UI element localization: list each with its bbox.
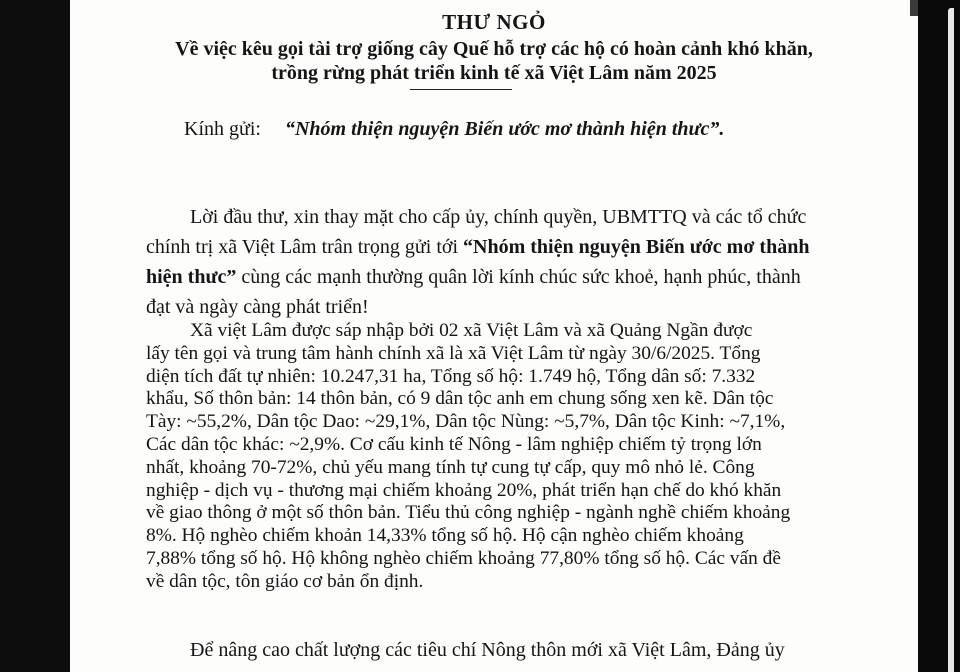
scrollbar[interactable] [948,8,954,672]
paragraph-line: Để nâng cao chất lượng các tiêu chí Nông thôn mới xã Việt Lâm, Đảng ủy [190,639,785,661]
subtitle-underline [410,89,512,90]
salutation-label: Kính gửi: [184,118,261,140]
paragraph-line: đạt và ngày càng phát triển! [146,296,369,318]
letter-title: THƯ NGỎ [442,10,546,34]
letter-page [70,0,918,672]
paragraph-line [146,232,809,262]
paragraph-line: Lời đầu thư, xin thay mặt cho cấp ủy, chính quyền, UBMTTQ và các tổ chức [190,206,807,228]
paragraph-line: khẩu, Số thôn bản: 14 thôn bản, có 9 dân tộc anh em chung sống xen kẽ. Dân tộc [146,388,774,410]
letter-subtitle-line2: trồng rừng phát triển kinh tế xã Việt Lâm năm 2025 [271,62,717,84]
salutation-recipient: “Nhóm thiện nguyện Biến ước mơ thành hiện thưc”. [284,118,725,140]
paragraph-new-rural [146,636,785,664]
paragraph-line: 7,88% tổng số hộ. Hộ không nghèo chiếm khoảng 77,80% tổng số hộ. Các vấn đề [146,547,781,569]
paragraph-line: Các dân tộc khác: ~2,9%. Cơ cấu kinh tế Nông - lâm nghiệp chiếm tỷ trọng lớn [146,433,762,455]
salutation [184,118,724,141]
paragraph-commune-overview [146,320,790,594]
paragraph-line: nghiệp - dịch vụ - thương mại chiếm khoảng 20%, phát triển hạn chế do khó khăn [146,479,782,501]
paragraph-line: về giao thông ở một số thôn bản. Tiểu thủ công nghiệp - ngành nghề chiếm khoảng [146,502,791,524]
letter-subtitle-line1: Về việc kêu gọi tài trợ giống cây Quế hỗ trợ các hộ có hoàn cảnh khó khăn, [175,38,813,60]
paragraph-line: Tày: ~55,2%, Dân tộc Dao: ~29,1%, Dân tộc Nùng: ~5,7%, Dân tộc Kinh: ~7,1%, [146,411,786,433]
paragraph-line: diện tích đất tự nhiên: 10.247,31 ha, Tổng số hộ: 1.749 hộ, Tổng dân số: 7.332 [146,365,756,387]
paragraph-line: về dân tộc, tôn giáo cơ bản ổn định. [146,570,424,592]
paragraph-line [146,262,809,292]
recipient-name-bold: “Nhóm thiện nguyện Biến ước mơ thành [463,236,810,258]
paragraph-text: chính trị xã Việt Lâm trân trọng gửi tới [146,236,464,258]
paragraph-line: Xã việt Lâm được sáp nhập bởi 02 xã Việt Lâm và xã Quảng Ngần được [190,320,753,341]
paragraph-text: cùng các mạnh thường quân lời kính chúc sức khoẻ, hạnh phúc, thành [236,266,801,288]
edge-shadow [910,0,918,16]
recipient-name-bold: hiện thưc” [146,266,237,288]
paragraph-greeting [146,202,809,322]
paragraph-line: nhất, khoảng 70-72%, chủ yếu mang tính tự cung tự cấp, quy mô nhỏ lẻ. Công [146,456,755,478]
paragraph-line: 8%. Hộ nghèo chiếm khoản 14,33% tổng số hộ. Hộ cận nghèo chiếm khoảng [146,525,744,547]
paragraph-line: lấy tên gọi và trung tâm hành chính xã là xã Việt Lâm từ ngày 30/6/2025. Tổng [146,342,761,364]
